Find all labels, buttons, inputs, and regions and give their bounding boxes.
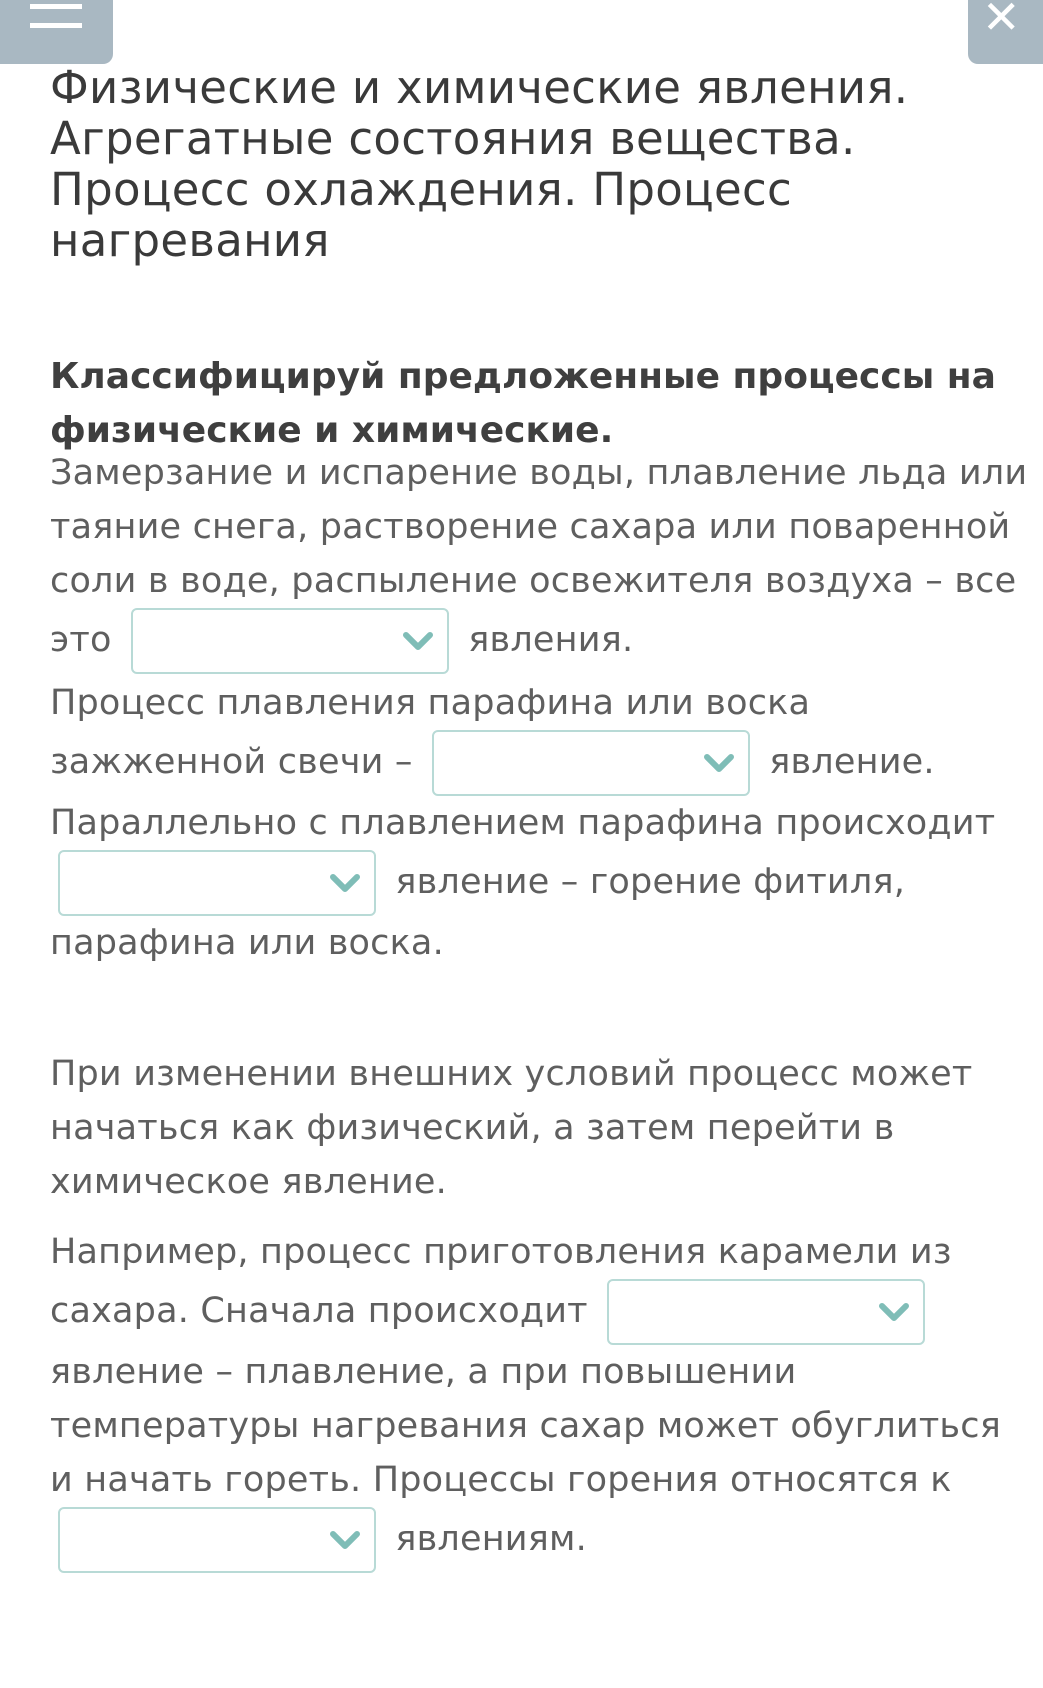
paragraph-2-text-middle: явление. Параллельно с плавлением парафина происходит (50, 742, 996, 843)
chevron-down-icon (877, 1295, 911, 1329)
paragraph-2-text-after: явление – горение фитиля, парафина или воска. (50, 862, 906, 963)
menu-button[interactable] (0, 0, 113, 64)
task-instruction: Классифицируй предложенные процессы на физические и химические. (50, 356, 996, 451)
close-icon: ✕ (982, 0, 1021, 44)
paragraph-4-text-after: явлениям. (395, 1519, 587, 1559)
paragraph-1 (50, 446, 1035, 674)
paragraph-1-text-before: Замерзание и испарение воды, плавление льда или таяние снега, растворение сахара или поваренной соли в воде, распыление освежителя воздуха – все это (50, 453, 1028, 660)
menu-icon (30, 4, 82, 28)
chevron-down-icon (328, 1523, 362, 1557)
dropdown-5[interactable] (58, 1507, 376, 1573)
paragraph-2 (50, 676, 1035, 970)
paragraph-4-text-before: Например, процесс приготовления карамели из сахара. Сначала происходит (50, 1232, 952, 1331)
paragraph-1-text-after: явления. (468, 620, 634, 660)
paragraph-4 (50, 1225, 1035, 1573)
page-title: Физические и химические явления. Агрегатные состояния вещества. Процесс охлаждения. Процесс нагревания (50, 61, 909, 267)
paragraph-3: При изменении внешних условий процесс может начаться как физический, а затем перейти в химическое явление. (50, 1054, 973, 1202)
paragraph-4-text-middle: явление – плавление, а при повышении температуры нагревания сахар может обуглиться и начать гореть. Процессы горения относятся к (50, 1352, 1001, 1500)
paragraph-2-text-before: Процесс плавления парафина или воска зажженной свечи – (50, 683, 811, 782)
dropdown-2[interactable] (432, 730, 750, 796)
dropdown-3[interactable] (58, 850, 376, 916)
dropdown-1[interactable] (131, 608, 449, 674)
close-button[interactable] (968, 0, 1043, 64)
chevron-down-icon (328, 866, 362, 900)
chevron-down-icon (702, 746, 736, 780)
dropdown-4[interactable] (607, 1279, 925, 1345)
chevron-down-icon (401, 624, 435, 658)
